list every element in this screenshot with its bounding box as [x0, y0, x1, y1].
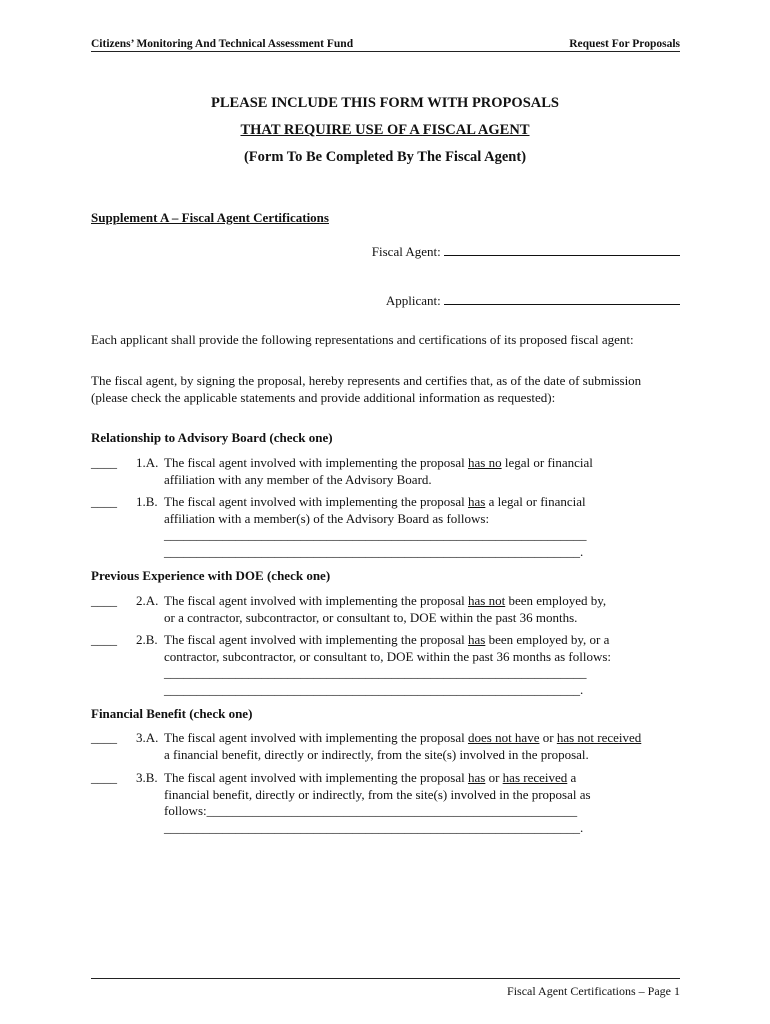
footer-rule [91, 978, 680, 979]
section-heading-financial-benefit: Financial Benefit (check one) [91, 706, 253, 721]
header-rule [91, 51, 680, 52]
header-left: Citizens’ Monitoring And Technical Assessment Fund [91, 38, 354, 50]
fiscal-agent-field[interactable] [372, 243, 680, 260]
item-number-1b: 1.B. [136, 494, 158, 509]
fill-line-1b-1[interactable]: _________________________________________________________________ [164, 527, 587, 542]
checkbox-1b[interactable]: ____ [91, 494, 117, 509]
intro-paragraph-2: The fiscal agent, by signing the proposal, hereby represents and certifies that, as of the date of submission (please check the applicable statements and provide additional information as requested): [91, 373, 642, 405]
checkbox-2a[interactable]: ____ [91, 593, 117, 608]
supplement-heading: Supplement A – Fiscal Agent Certifications [91, 210, 329, 225]
item-number-3a: 3.A. [136, 730, 159, 745]
section-heading-advisory-board: Relationship to Advisory Board (check one) [91, 430, 333, 445]
fill-line-1b-2[interactable]: ________________________________________________________________. [164, 543, 584, 559]
checkbox-3b[interactable]: ____ [91, 770, 117, 785]
item-3a-text: The fiscal agent involved with implementing the proposal does not have or has not received a financial benefit, directly or indirectly, from the site(s) involved in the proposal. [164, 730, 642, 762]
fill-line-3b-1[interactable]: follows:_________________________________________________________ [164, 803, 578, 818]
item-2b-text: The fiscal agent involved with implementing the proposal has been employed by, or a contractor, subcontractor, or consultant to, DOE within the past 36 months as follows: _________________________________________________________________ ________________________________________________________________. [164, 632, 612, 697]
item-number-1a: 1.A. [136, 455, 159, 470]
item-3b-text: The fiscal agent involved with implementing the proposal has or has received a financial benefit, directly or indirectly, from the site(s) involved in the proposal as follows:_________________________________________________________ ________________________________________________________________. [164, 770, 591, 835]
applicant-label: Applicant: [385, 293, 441, 308]
fill-line-2b-1[interactable]: _________________________________________________________________ [164, 665, 587, 680]
title-line-3: (Form To Be Completed By The Fiscal Agent) [243, 149, 527, 165]
applicant-field[interactable] [386, 292, 680, 309]
title-line-1: PLEASE INCLUDE THIS FORM WITH PROPOSALS [211, 95, 559, 111]
intro-paragraph-1: Each applicant shall provide the following representations and certifications of its proposed fiscal agent: [91, 332, 634, 347]
title-line-2: THAT REQUIRE USE OF A FISCAL AGENT [240, 122, 530, 138]
fill-line-2b-2[interactable]: ________________________________________________________________. [164, 681, 584, 697]
header-right: Request For Proposals [569, 38, 680, 50]
checkbox-3a[interactable]: ____ [91, 730, 117, 745]
item-1a-text: The fiscal agent involved with implementing the proposal has no legal or financial affiliation with any member of the Advisory Board. [164, 455, 593, 487]
item-number-3b: 3.B. [136, 770, 158, 785]
page-footer: Fiscal Agent Certifications – Page 1 [507, 984, 680, 998]
fiscal-agent-input[interactable] [444, 243, 680, 256]
checkbox-2b[interactable]: ____ [91, 632, 117, 647]
checkbox-1a[interactable]: ____ [91, 455, 117, 470]
item-2a-text: The fiscal agent involved with implementing the proposal has not been employed by, or a contractor, subcontractor, or consultant to, DOE within the past 36 months. [164, 593, 607, 625]
item-1b-text: The fiscal agent involved with implementing the proposal has a legal or financial affiliation with a member(s) of the Advisory Board as follows: _________________________________________________________________ ________________________________________________________________. [164, 494, 587, 559]
applicant-input[interactable] [444, 292, 680, 305]
fill-line-3b-2[interactable]: ________________________________________________________________. [164, 819, 584, 835]
fiscal-agent-label: Fiscal Agent: [371, 244, 441, 259]
item-number-2a: 2.A. [136, 593, 159, 608]
section-heading-doe-experience: Previous Experience with DOE (check one) [91, 568, 331, 583]
item-number-2b: 2.B. [136, 632, 158, 647]
